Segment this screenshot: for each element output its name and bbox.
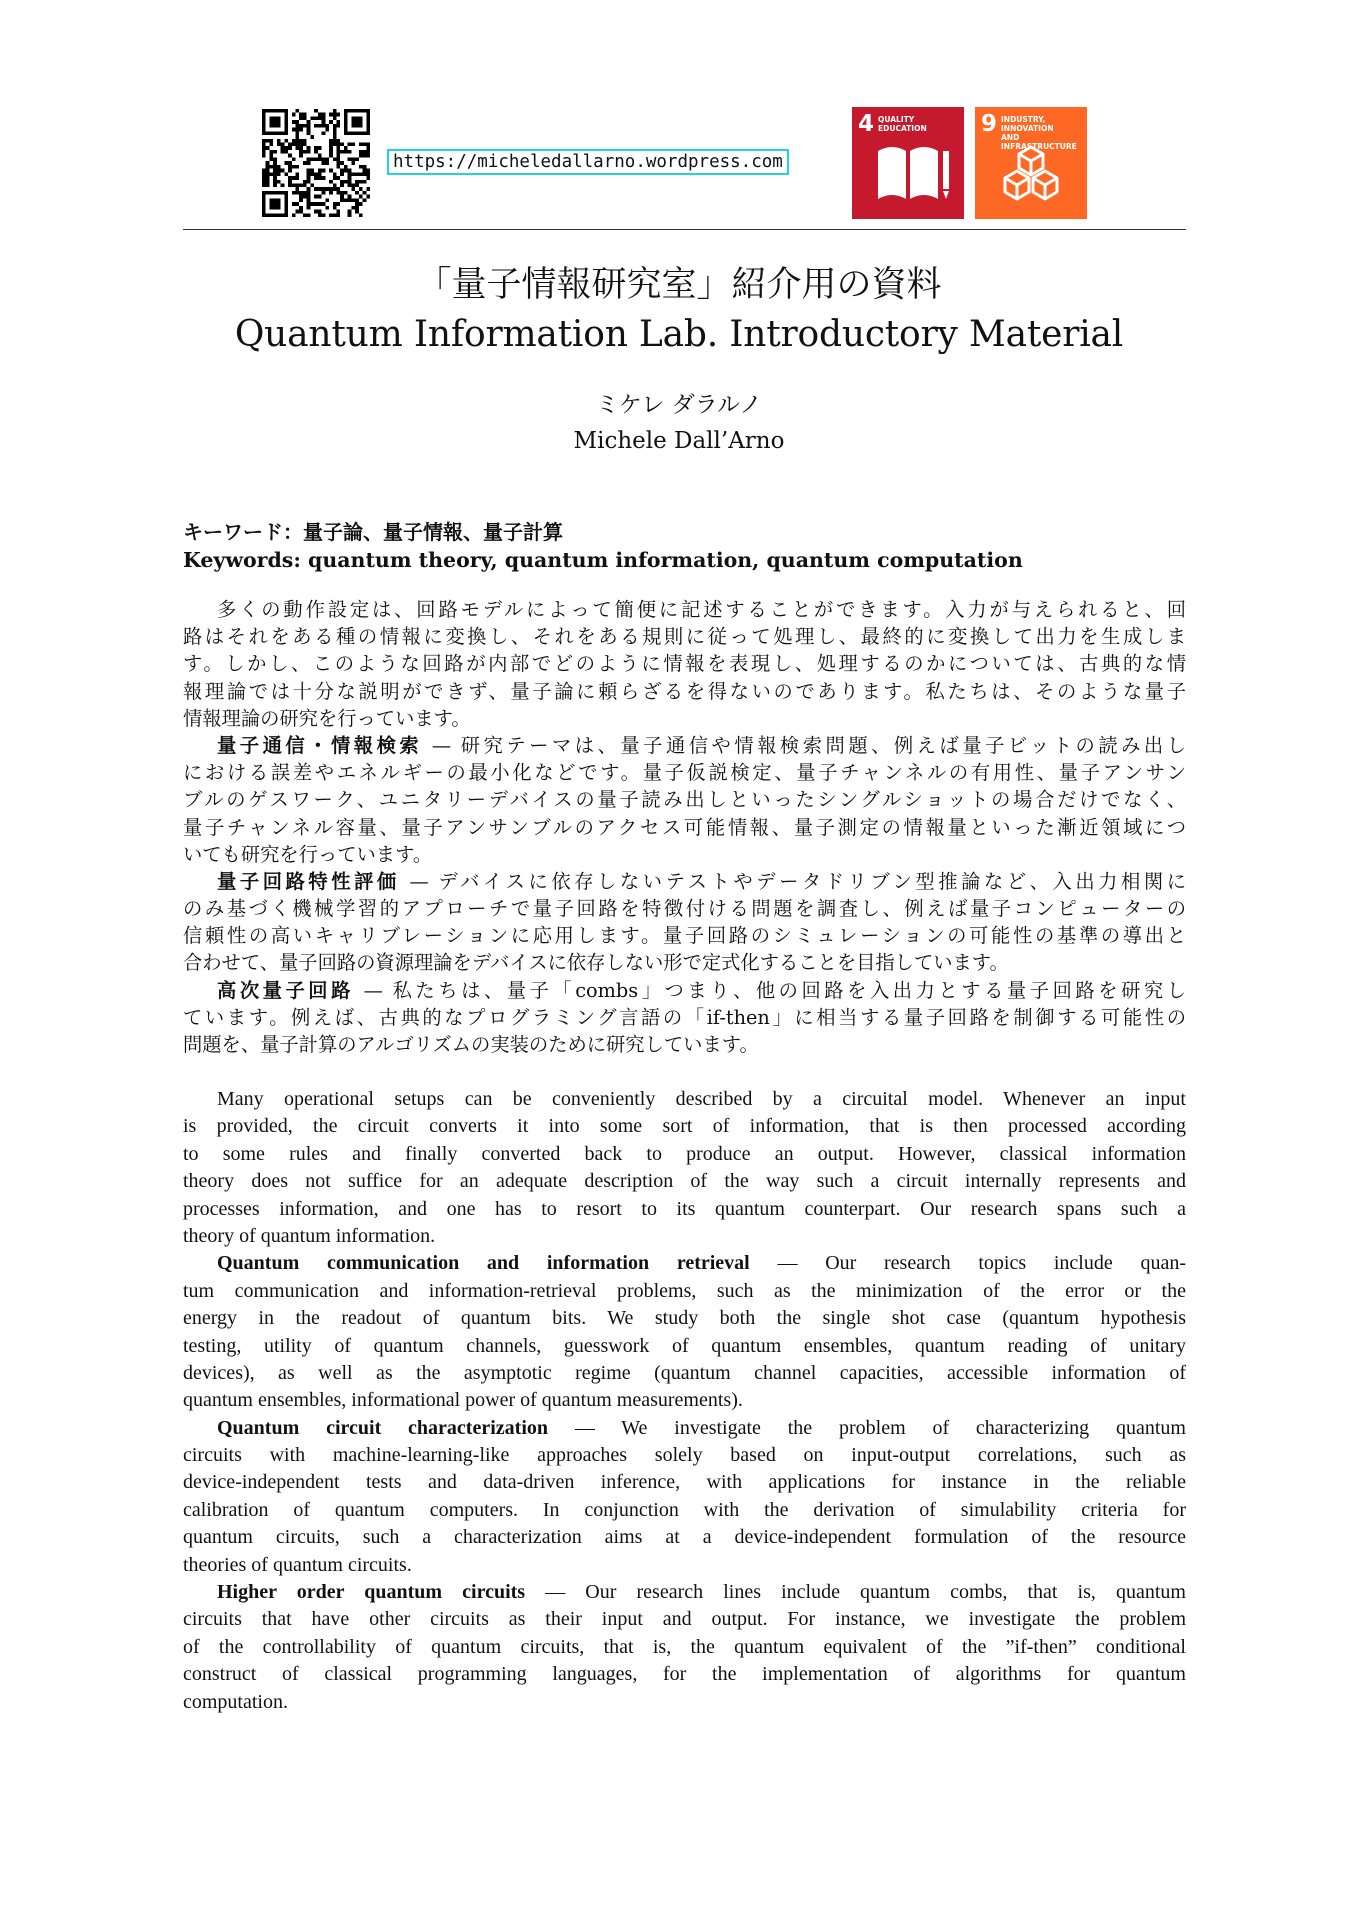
line-text: — 研究テーマは、量子通信や情報検索問題、例えば量子ビットの読み出し (422, 733, 1187, 757)
line-text: circuits with machine-learning-like approaches solely based on input-output correlations, such as (183, 1444, 1186, 1467)
line-text: す。しかし、このような回路が内部でどのように情報を表現し、処理するのかについては、古典的な情 (183, 652, 1186, 676)
paragraph-line (183, 596, 1186, 623)
line-text: 情報理論の研究を行っています。 (183, 706, 471, 730)
line-text: 量子チャンネル容量、量子アンサンブルのアクセス可能情報、量子測定の情報量といった漸近領域につ (183, 815, 1186, 839)
paragraph-line (183, 1469, 1186, 1496)
line-text: — Our research lines include quantum combs, that is, quantum (525, 1581, 1186, 1604)
sdg-4-number: 4 (858, 111, 875, 137)
line-text: energy in the readout of quantum bits. We study both the single shot case (quantum hypothesis (183, 1307, 1186, 1330)
line-text: processes information, and one has to resort to its quantum counterpart. Our research spans such a (183, 1197, 1186, 1220)
keywords-en: Keywords: quantum theory, quantum information, quantum computation (183, 548, 1023, 572)
line-text: of the controllability of quantum circuits, that is, the quantum equivalent of the ”if-then” conditional (183, 1635, 1186, 1658)
line-text: to some rules and finally converted back to produce an output. However, classical information (183, 1142, 1186, 1165)
paragraph-line (183, 1387, 1186, 1414)
open-book-pencil-icon (852, 107, 964, 219)
line-text: — Our research topics include quan- (749, 1252, 1186, 1275)
paragraph-line (183, 977, 1186, 1004)
line-text: ブルのゲスワーク、ユニタリーデバイスの量子読み出しといったシングルショットの場合だけでなく、 (183, 788, 1186, 812)
paragraph-line (183, 1168, 1186, 1195)
line-text: is provided, the circuit converts it into some sort of information, that is then processed according (183, 1115, 1186, 1138)
sdg-9-card (975, 107, 1087, 219)
paragraph-line (183, 1524, 1186, 1551)
line-text: tum communication and information-retrieval problems, such as the minimization of the error or the (183, 1279, 1186, 1302)
paragraph-line (183, 1689, 1186, 1716)
section-heading: 高次量子回路 (217, 978, 354, 1002)
paragraph-line (183, 1113, 1186, 1140)
sdg-9-label: INDUSTRY, INNOVATION AND INFRASTRUCTURE (1001, 115, 1077, 151)
website-link[interactable]: https://micheledallarno.wordpress.com (387, 149, 789, 175)
paragraph-line (183, 922, 1186, 949)
section-heading: 量子回路特性評価 (217, 869, 400, 893)
line-text: circuits that have other circuits as their input and output. For instance, we investigate the problem (183, 1608, 1186, 1631)
section-heading: 量子通信・情報検索 (217, 733, 423, 757)
section-heading: Quantum circuit characterization (217, 1416, 548, 1439)
line-text: 問題を、量子計算のアルゴリズムの実装のために研究しています。 (183, 1033, 759, 1056)
line-text: construct of classical programming languages, for the implementation of algorithms for quantum (183, 1663, 1186, 1686)
line-text: 多くの動作設定は、回路モデルによって簡便に記述することができます。入力が与えられると、回 (217, 598, 1186, 621)
paragraph-line (183, 1442, 1186, 1469)
keywords-jp: キーワード：量子論、量子情報、量子計算 (183, 520, 563, 544)
abstract-jp (183, 596, 1186, 1058)
paragraph-line (183, 841, 1186, 868)
paragraph-line (183, 1196, 1186, 1223)
paragraph-line (183, 1579, 1186, 1606)
line-text: theory does not suffice for an adequate description of the way such a circuit internally represents and (183, 1170, 1186, 1193)
line-text: ています。例えば、古典的なプログラミング言語の「if-then」に相当する量子回路を制御する可能性の (183, 1005, 1186, 1029)
paragraph-line (183, 895, 1186, 922)
sdg-9-number: 9 (981, 111, 998, 137)
paragraph-line (183, 1552, 1186, 1579)
abstract-en (183, 1086, 1186, 1716)
page-title-jp: 「量子情報研究室」紹介用の資料 (416, 265, 942, 305)
paragraph-line (183, 1360, 1186, 1387)
section-heading: Higher order quantum circuits (217, 1581, 526, 1604)
line-text: のみ基づく機械学習的アプローチで量子回路を特徴付ける問題を調査し、例えば量子コンピューターの (183, 897, 1186, 921)
sdg-4-label: QUALITY EDUCATION (878, 115, 927, 133)
paragraph-line (183, 1086, 1186, 1113)
page-title-en: Quantum Information Lab. Introductory Material (234, 314, 1124, 355)
paragraph-line (183, 650, 1186, 677)
line-text: testing, utility of quantum channels, guesswork of quantum ensembles, quantum reading of unitary (183, 1334, 1186, 1357)
paragraph-line (183, 1278, 1186, 1305)
sdg-4-card (852, 107, 964, 219)
header-divider (183, 229, 1186, 230)
line-text: 路はそれをある種の情報に変換し、それをある規則に従って処理し、最終的に変換して出力を生成しま (183, 625, 1186, 649)
paragraph-line (183, 705, 1186, 732)
author-name-jp: ミケレ ダラルノ (595, 392, 763, 418)
line-text: quantum ensembles, informational power of quantum measurements). (183, 1389, 743, 1412)
section-heading: Quantum communication and information retrieval (217, 1252, 750, 1275)
paragraph-line (183, 678, 1186, 705)
line-text: quantum circuits, such a characterization aims at a device-independent formulation of the resource (183, 1526, 1186, 1549)
paragraph-line (183, 1223, 1186, 1250)
line-text: — デバイスに依存しないテストやデータドリブン型推論など、入出力相関に (399, 869, 1186, 893)
line-text: いても研究を行っています。 (183, 842, 433, 866)
line-text: — We investigate the problem of characterizing quantum (548, 1416, 1186, 1439)
paragraph-line (183, 1250, 1186, 1277)
paragraph-line (183, 732, 1186, 759)
line-text: 信頼性の高いキャリブレーションに応用します。量子回路のシミュレーションの可能性の基準の導出と (183, 924, 1186, 948)
paragraph-line (183, 868, 1186, 895)
line-text: 合わせて、量子回路の資源理論をデバイスに依存しない形で定式化することを目指しています。 (183, 951, 1009, 975)
paragraph-line (183, 1497, 1186, 1524)
paragraph-line (183, 1333, 1186, 1360)
line-text: computation. (183, 1690, 288, 1713)
paragraph-line (183, 1305, 1186, 1332)
paragraph-line (183, 759, 1186, 786)
paragraph-line (183, 786, 1186, 813)
line-text: Many operational setups can be conveniently described by a circuital model. Whenever an input (217, 1088, 1186, 1110)
line-text: calibration of quantum computers. In conjunction with the derivation of simulability criteria for (183, 1498, 1186, 1521)
paragraph-line (183, 814, 1186, 841)
line-text: — 私たちは、量子「combs」つまり、他の回路を入出力とする量子回路を研究し (353, 978, 1186, 1002)
paragraph-line (183, 1606, 1186, 1633)
line-text: における誤差やエネルギーの最小化などです。量子仮説検定、量子チャンネルの有用性、量子アンサン (183, 761, 1186, 785)
paragraph-line (183, 1415, 1186, 1442)
paragraph-line (183, 1141, 1186, 1168)
line-text: devices), as well as the asymptotic regime (quantum channel capacities, accessible information of (183, 1361, 1186, 1384)
paragraph-line (183, 1634, 1186, 1661)
line-text: device-independent tests and data-driven inference, with applications for instance in the reliable (183, 1471, 1186, 1494)
paragraph-line (183, 623, 1186, 650)
paragraph-line (183, 1661, 1186, 1688)
line-text: theories of quantum circuits. (183, 1553, 412, 1576)
line-text: 報理論では十分な説明ができず、量子論に頼らざるを得ないのであります。私たちは、そのような量子 (183, 679, 1186, 703)
paragraph-line (183, 1031, 1186, 1058)
qr-code-icon[interactable] (262, 109, 370, 217)
paragraph-line (183, 949, 1186, 976)
author-name-en: Michele Dall’Arno (573, 428, 785, 454)
stacked-cubes-icon (975, 107, 1087, 219)
paragraph-line (183, 1004, 1186, 1031)
line-text: theory of quantum information. (183, 1224, 436, 1247)
